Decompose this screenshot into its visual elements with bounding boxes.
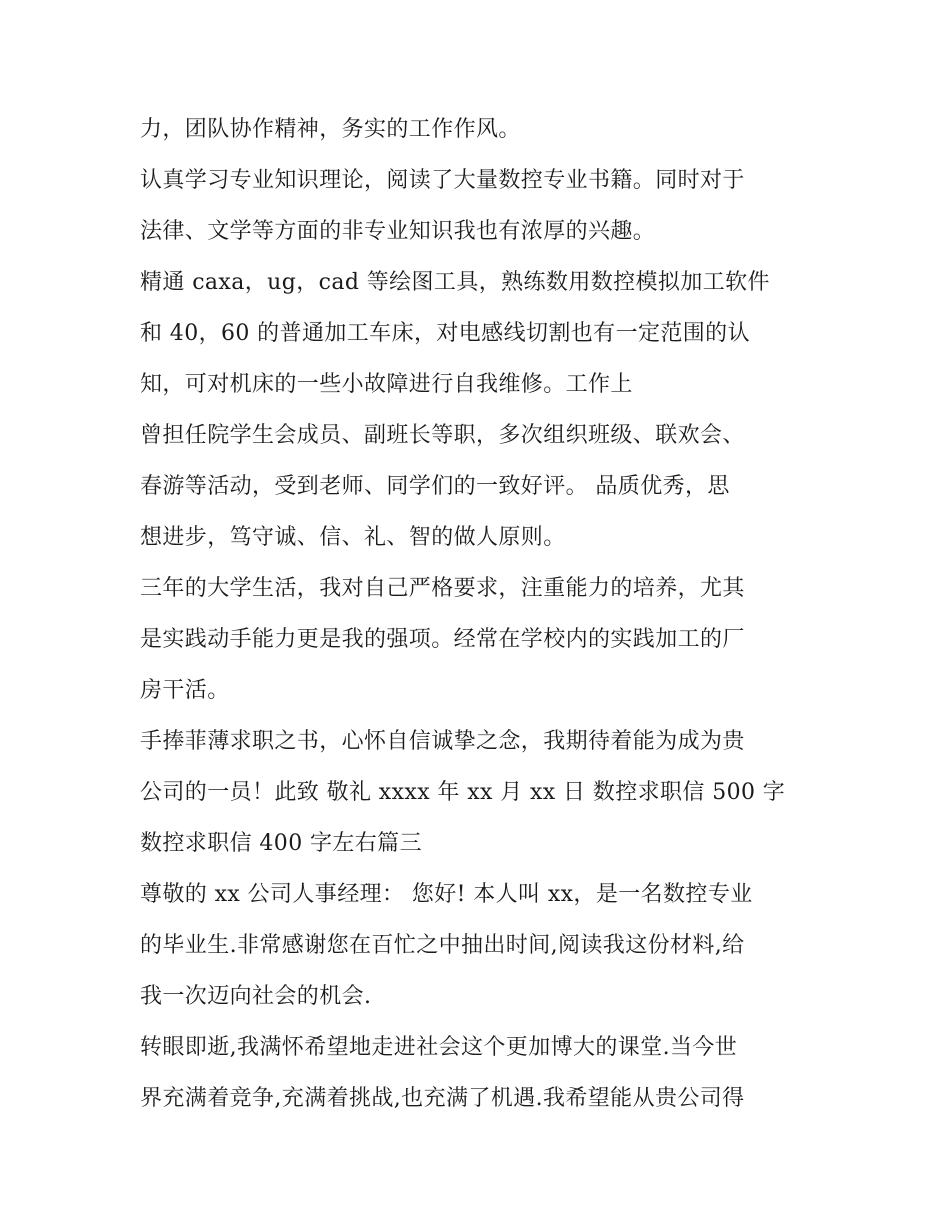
text-line: 的毕业生.非常感谢您在百忙之中抽出时间,阅读我这份材料,给 — [140, 933, 745, 958]
text-line: 手捧菲薄求职之书，心怀自信诚挚之念，我期待着能为成为贵 — [140, 729, 745, 754]
text-line: 公司的一员！此致 敬礼 xxxx 年 xx 月 xx 日 数控求职信 500 字 — [140, 780, 786, 805]
text-line: 尊敬的 xx 公司人事经理： 您好! 本人叫 xx，是一名数控专业 — [140, 882, 753, 907]
text-line: 数控求职信 400 字左右篇三 — [140, 831, 422, 856]
text-line: 是实践动手能力更是我的强项。经常在学校内的实践加工的厂 — [140, 627, 745, 652]
text-line: 曾担任院学生会成员、副班长等职，多次组织班级、联欢会、 — [140, 423, 745, 448]
document-body — [140, 104, 820, 1124]
text-line: 力，团队协作精神，务实的工作作风。 — [140, 117, 521, 142]
text-line: 和 40，60 的普通加工车床，对电感线切割也有一定范围的认 — [140, 321, 750, 346]
text-line: 想进步，笃守诚、信、礼、智的做人原则。 — [140, 525, 566, 550]
text-line: 精通 caxa，ug，cad 等绘图工具，熟练数用数控模拟加工软件 — [140, 270, 770, 295]
text-line: 房干活。 — [140, 678, 230, 703]
text-line: 转眼即逝,我满怀希望地走进社会这个更加博大的课堂.当今世 — [140, 1035, 738, 1060]
text-line: 三年的大学生活，我对自己严格要求，注重能力的培养，尤其 — [140, 576, 745, 601]
text-line: 法律、文学等方面的非专业知识我也有浓厚的兴趣。 — [140, 219, 656, 244]
text-line: 界充满着竞争,充满着挑战,也充满了机遇.我希望能从贵公司得 — [140, 1086, 745, 1111]
text-line: 知，可对机床的一些小故障进行自我维修。工作上 — [140, 372, 633, 397]
text-line: 我一次迈向社会的机会. — [140, 984, 372, 1009]
text-line: 认真学习专业知识理论，阅读了大量数控专业书籍。同时对于 — [140, 168, 745, 193]
text-line: 春游等活动，受到老师、同学们的一致好评。 品质优秀，思 — [140, 474, 730, 499]
